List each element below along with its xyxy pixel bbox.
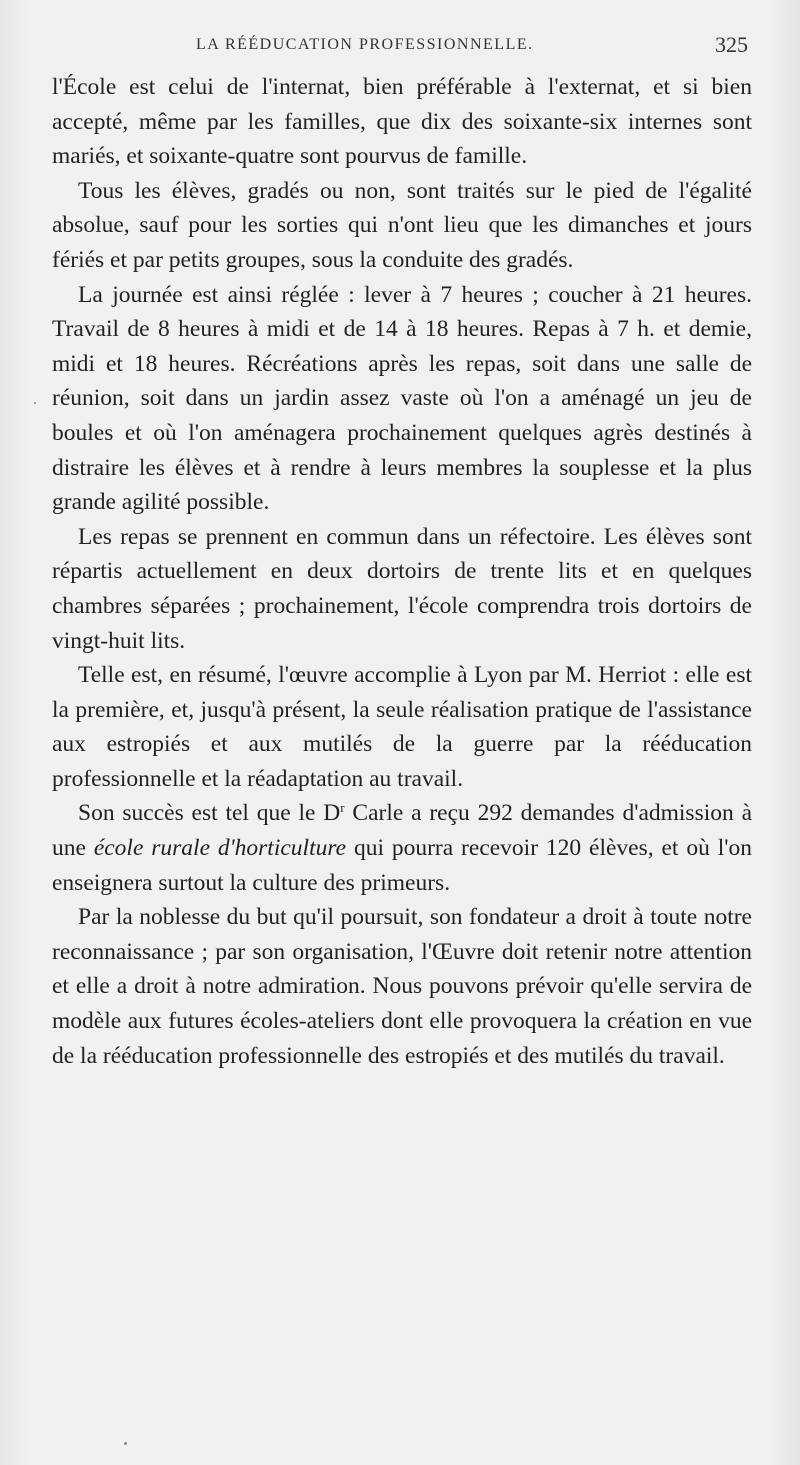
running-head: LA RÉÉDUCATION PROFESSIONNELLE.: [196, 36, 534, 53]
body-text: [52, 70, 752, 1073]
paragraph-6-part-2: Carle a reçu 292 demandes d'admission à une: [52, 800, 752, 862]
page-number: 325: [715, 32, 748, 57]
paragraph-1: l'École est celui de l'internat, bien préférable à l'externat, et si bien accepté, même par les familles, que dix des soixante-six internes sont mariés, et soixante-quatre sont pourvus de famille.: [52, 74, 752, 170]
paragraph-3: La journée est ainsi réglée : lever à 7 heures ; coucher à 21 heures. Travail de 8 heures à midi et de 14 à 18 heures. Repas à 7 h. et demie, midi et 18 heures. Récréations après les repas, soit dans une salle de réunion, soit dans un jardin assez vaste où l'on a aménagé un jeu de boules et où l'on aménagera prochainement quelques agrès destinés à distraire les élèves et à rendre à leurs membres la souplesse et la plus grande agilité possible.: [52, 281, 752, 516]
italic-school-name: école rurale d'horticulture: [93, 835, 347, 862]
paragraph-4: Les repas se prennent en commun dans un réfectoire. Les élèves sont répartis actuellement en deux dortoirs de trente lits et en quelques chambres séparées ; prochainement, l'école comprendra trois dortoirs de vingt-huit lits.: [52, 523, 752, 654]
paragraph-7: Par la noblesse du but qu'il poursuit, son fondateur a droit à toute notre reconnaissance ; par son organisation, l'Œuvre doit retenir notre attention et elle a droit à notre admiration. Nous pouvons prévoir qu'elle servira de modèle aux futures écoles-ateliers dont elle provoquera la création en vue de la rééducation professionnelle des estropiés et des mutilés du travail.: [52, 904, 752, 1069]
paragraph-6-part-3: qui pourra recevoir 120 élèves, et où l'on enseignera surtout la culture des primeurs.: [52, 835, 752, 896]
superscript-r: r: [340, 800, 345, 816]
paper-speck: [34, 402, 36, 404]
paragraph-6-part-1: Son succès est tel que le D: [78, 800, 341, 827]
paper-speck: [124, 1442, 127, 1445]
paragraph-6: [52, 796, 752, 900]
paragraph-2: Tous les élèves, gradés ou non, sont traités sur le pied de l'égalité absolue, sauf pour les sorties qui n'ont lieu que les dimanches et jours fériés et par petits groupes, sous la conduite des gradés.: [52, 177, 752, 273]
paragraph-5: Telle est, en résumé, l'œuvre accomplie à Lyon par M. Herriot : elle est la première, et, jusqu'à présent, la seule réalisation pratique de l'assistance aux estropiés et aux mutilés de la guerre par la rééducation professionnelle et la réadaptation au travail.: [52, 662, 752, 792]
